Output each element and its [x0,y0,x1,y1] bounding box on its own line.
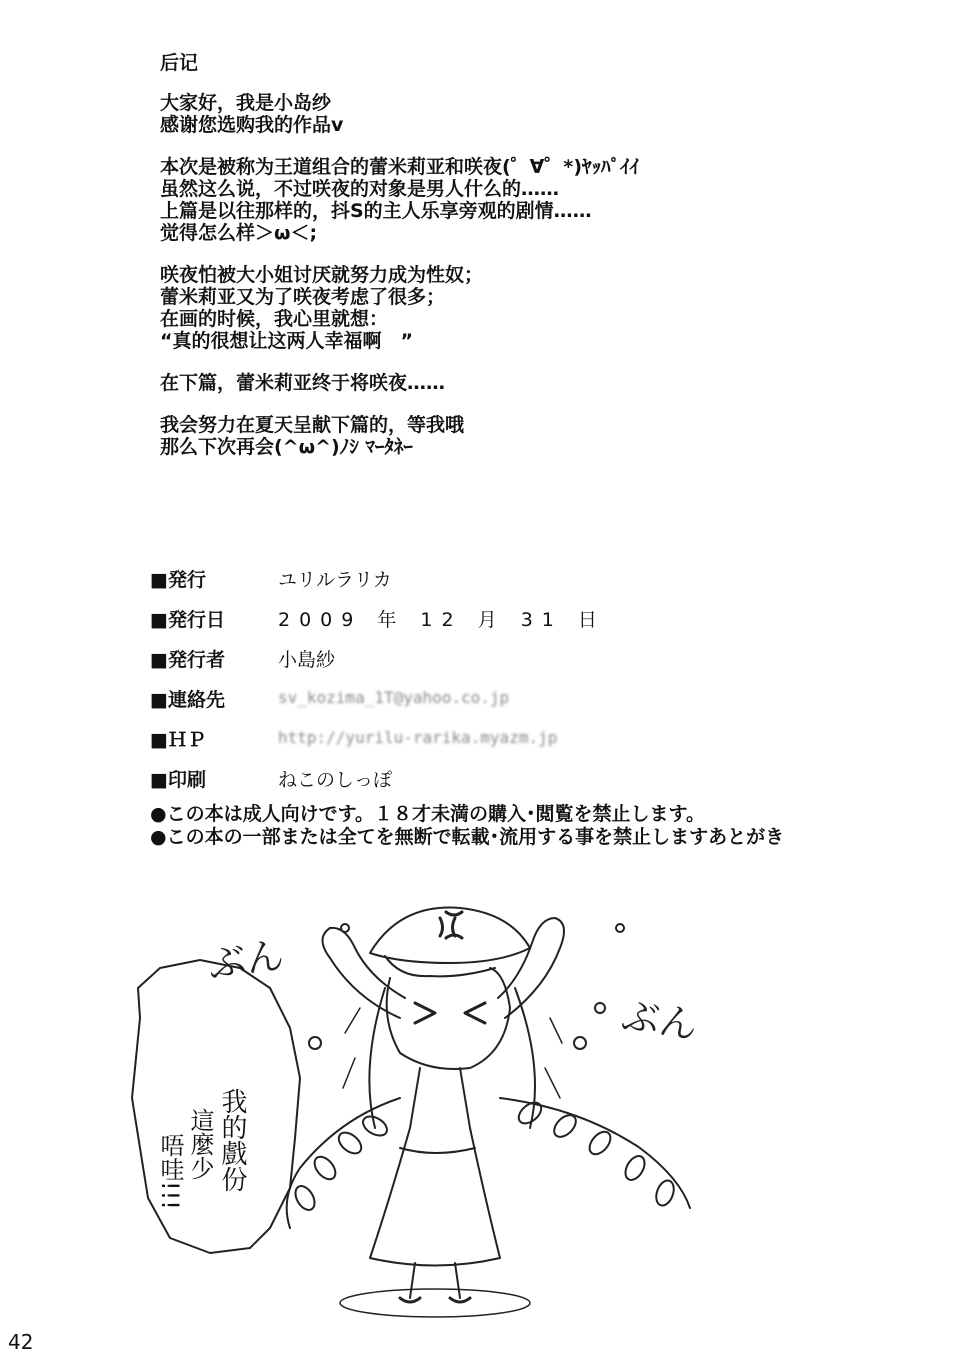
colophon-value-email: sv_kozima_1T@yahoo.co.jp [278,688,510,707]
colophon-row-author [150,645,870,685]
notices [150,803,784,849]
colophon-value: ねこのしっぽ [278,769,393,791]
speech-text-2: 這麼少 [186,1108,214,1180]
colophon [150,565,870,805]
chibi-illustration [100,868,820,1338]
sfx-left: ぶん [205,932,287,987]
colophon-key: ■印刷 [150,769,206,791]
colophon-row-homepage [150,725,870,765]
afterword-line: 虽然这么说，不过咲夜的对象是男人什么的…… [160,178,560,200]
afterword-line: 我会努力在夏天呈献下篇的，等我哦 [160,414,465,436]
afterword-line: 蕾米莉亚又为了咲夜考虑了很多； [160,286,446,308]
afterword-line: 大家好，我是小岛纱 [160,92,332,114]
afterword-line: 本次是被称为王道组合的蕾米莉亚和咲夜(゜∀゜*)ﾔｯﾊﾟｲｲ [160,156,640,178]
afterword-line: 那么下次再会(^ω^)ﾉｼ ﾏｰﾀﾈｰ [160,436,413,458]
afterword-line: “真的很想让这两人幸福啊 ” [160,330,413,352]
notice-line: ●この本は成人向けです。１８才未満の購入･閲覧を禁止します。 [150,803,706,825]
colophon-value: 小島紗 [278,649,336,671]
colophon-key: ■ＨＰ [150,729,206,751]
colophon-key: ■発行者 [150,649,225,671]
colophon-row-publisher [150,565,870,605]
colophon-key: ■発行日 [150,609,225,631]
afterword-line: 咲夜怕被大小姐讨厌就努力成为性奴； [160,264,484,286]
colophon-row-contact [150,685,870,725]
afterword-line: 在画的时候，我心里就想： [160,308,389,330]
afterword-title: 后记 [160,52,199,74]
afterword [160,52,860,458]
afterword-line: 觉得怎么样＞ω＜; [160,222,318,244]
colophon-key: ■連絡先 [150,689,225,711]
afterword-line: 在下篇，蕾米莉亚终于将咲夜…… [160,372,446,394]
wing-right [500,1098,690,1208]
colophon-value-url: http://yurilu-rarika.myazm.jp [278,728,558,747]
colophon-row-date [150,605,870,645]
afterword-line: 感谢您选购我的作品v [160,114,344,136]
sfx-right: ぶん [618,993,701,1048]
speech-text-1: 我的戲份 [217,1088,247,1192]
page-number: 42 [8,1330,34,1354]
colophon-value: 2009 年 12 月 31 日 [278,609,606,631]
speech-text-3: 唔哇!!! [156,1133,184,1210]
colophon-value: ユリルラリカ [278,569,392,591]
colophon-key: ■発行 [150,569,206,591]
notice-line: ●この本の一部または全てを無断で転載･流用する事を禁止しますあとがき [150,826,785,848]
afterword-line: 上篇是以往那样的，抖S的主人乐享旁观的剧情…… [160,200,592,222]
colophon-row-printer [150,765,870,805]
